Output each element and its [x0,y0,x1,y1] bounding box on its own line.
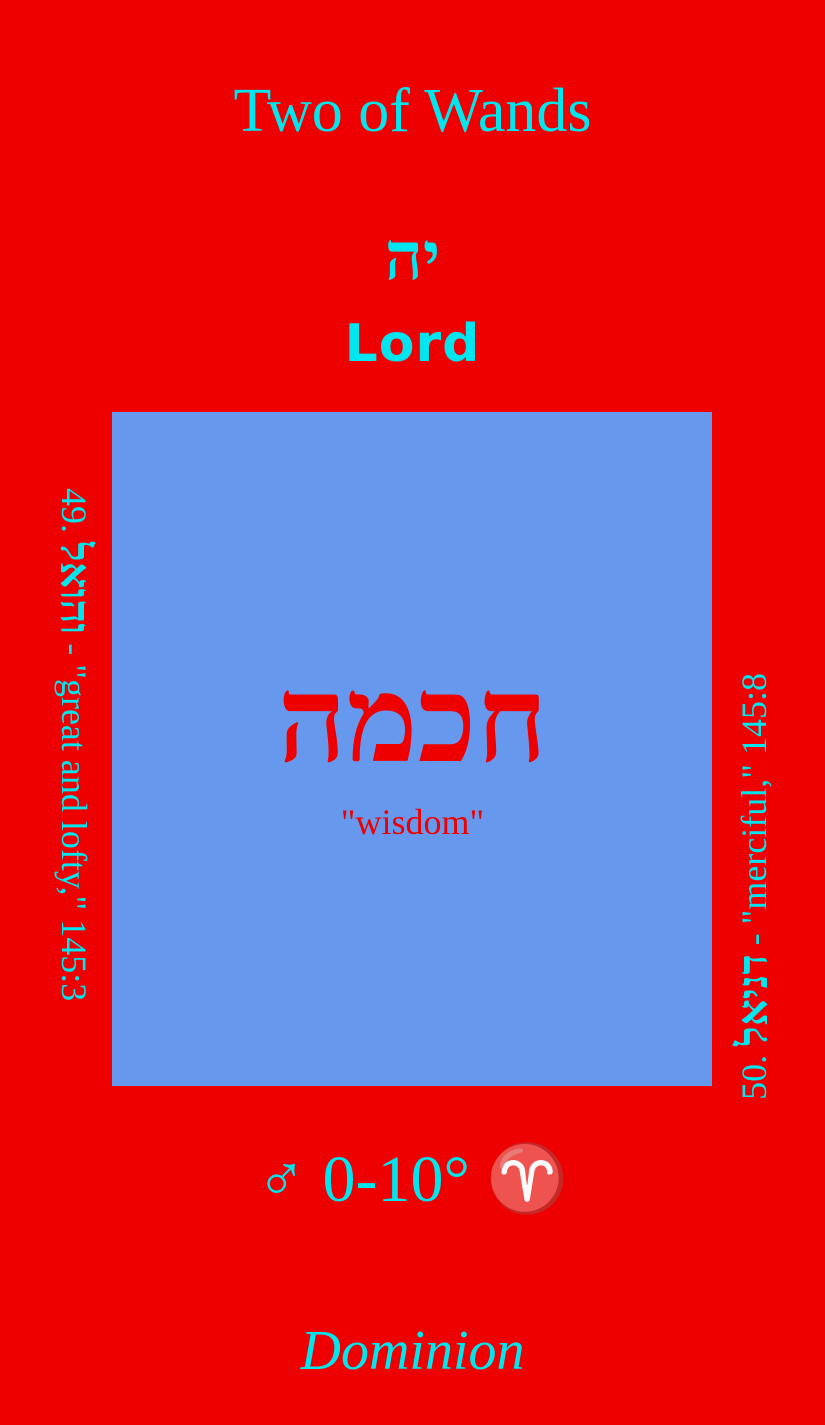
right-angel-number: 50. [734,1054,774,1100]
left-angel-name: והואל [51,542,97,635]
right-angel-name: דניאל [731,954,777,1046]
right-angel-caption [732,673,776,1100]
divine-name-english: Lord [344,314,481,374]
left-angel-caption [52,488,96,1001]
left-angel-meaning: - "great and lofty," 145:3 [54,643,94,1002]
divine-name-hebrew: יה [384,221,441,294]
sephirah-english: "wisdom" [340,802,485,842]
card-title: Two of Wands [233,77,592,145]
astrological-attribution: ♂ 0-10° ♈ [256,1143,569,1216]
left-angel-number: 49. [54,488,94,533]
sephirah-hebrew: חכמה [277,654,548,787]
right-angel-meaning: - "merciful," 145:8 [734,673,774,946]
card-keyword: Dominion [300,1320,525,1382]
